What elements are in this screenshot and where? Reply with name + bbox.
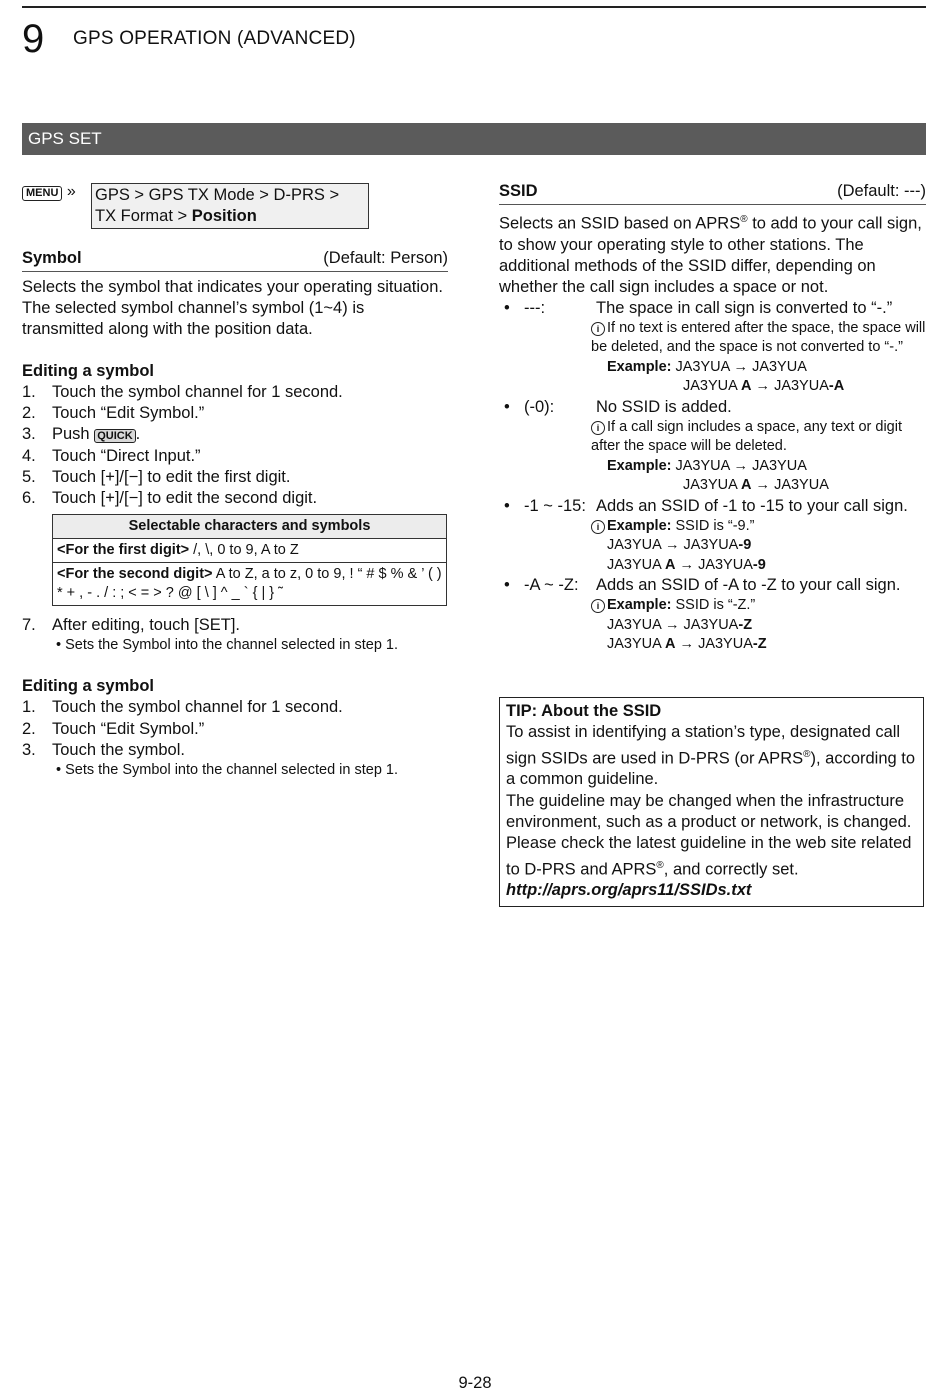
list-item: 6. Touch [+]/[−] to edit the second digit. — [22, 489, 318, 508]
edit2-steps — [22, 697, 448, 761]
example-line: JA3YUA A → JA3YUA-Z — [607, 636, 767, 652]
quick-key-icon: QUICK — [94, 429, 135, 443]
ssid-option-space-note: i If no text is entered after the space, the space will be deleted, and the space is not converted to “-.” — [591, 319, 926, 355]
ssid-option-alpha: • -A ~ -Z: Adds an SSID of -A to -Z to your call sign. — [504, 576, 901, 594]
ssid-header — [499, 181, 926, 205]
example-line: JA3YUA A → JA3YUA-A — [683, 378, 845, 394]
menu-path-line1: GPS > GPS TX Mode > D-PRS > — [95, 186, 340, 204]
section-bar — [22, 123, 926, 155]
edit2-note: • Sets the Symbol into the channel selected in step 1. — [56, 762, 399, 779]
section-title: GPS SET — [28, 129, 102, 148]
table-row: <For the second digit> A to Z, a to z, 0 to 9, ! “ # $ % & ’ ( ) * + , - . / : ; < = > ? @ [ \ ] ^ _ ` { | } ˜ — [53, 563, 447, 606]
menu-path-line2: TX Format > Position — [95, 207, 257, 225]
chapter-number: 9 — [22, 17, 45, 61]
menu-path-box — [91, 183, 369, 229]
edit1-step7 — [22, 615, 448, 636]
edit1-title: Editing a symbol — [22, 362, 155, 380]
page-number: 9-28 — [458, 1374, 492, 1392]
list-item: 1. Touch the symbol channel for 1 second. — [22, 383, 343, 401]
ssid-option-alpha-example: i Example: SSID is “-Z.” — [499, 596, 926, 616]
table-row: <For the first digit> /, \, 0 to 9, A to Z — [53, 539, 447, 563]
ssid-option-numeric-example: i Example: SSID is “-9.” — [499, 517, 926, 537]
ssid-option-numeric: • -1 ~ -15: Adds an SSID of -1 to -15 to your call sign. — [504, 496, 908, 515]
list-item: 2. Touch “Edit Symbol.” — [22, 719, 205, 738]
edit1-step7-note: • Sets the Symbol into the channel selected in step 1. — [56, 637, 399, 654]
info-icon: i — [591, 421, 605, 435]
example-line: JA3YUA A → JA3YUA — [683, 477, 829, 493]
left-column — [22, 248, 448, 780]
symbol-title: Symbol — [22, 249, 82, 267]
edit2-title: Editing a symbol — [22, 677, 155, 696]
ssid-default: (Default: ---) — [837, 182, 926, 200]
list-item: 7. After editing, touch [SET]. — [22, 616, 241, 635]
symbol-default: (Default: Person) — [323, 249, 448, 267]
top-rule — [22, 6, 926, 8]
example-line: JA3YUA A → JA3YUA-9 — [607, 556, 766, 573]
example-line: JA3YUA → JA3YUA-Z — [607, 616, 753, 633]
list-item: 2. Touch “Edit Symbol.” — [22, 404, 205, 423]
right-column — [499, 181, 926, 655]
tip-title: TIP: About the SSID — [506, 702, 662, 720]
list-item: 4. Touch “Direct Input.” — [22, 446, 201, 465]
example-line: Example: JA3YUA → JA3YUA — [607, 457, 807, 474]
example-line: Example: JA3YUA → JA3YUA — [607, 358, 807, 375]
tip-paragraph-1: To assist in identifying a station’s type, designated call sign SSIDs are used in D-PRS (or APRS®), according to a common guideline. — [506, 723, 916, 789]
menu-arrow: » — [66, 183, 76, 200]
tip-paragraph-2: The guideline may be changed when the infrastructure environment, such as a product or network, is changed. Please check the latest guideline in the web site related to D-PRS and APRS®, and correctly set. — [506, 791, 912, 879]
ssid-option-space: • ---: The space in call sign is converted to “-.” — [504, 298, 893, 317]
chapter-title: GPS OPERATION (ADVANCED) — [73, 28, 356, 49]
menu-path-prefix — [22, 183, 76, 201]
ssid-option-none: • (-0): No SSID is added. — [504, 397, 732, 416]
menu-key-icon: MENU — [22, 186, 62, 201]
example-line: JA3YUA → JA3YUA-9 — [607, 537, 752, 553]
tip-box — [499, 697, 924, 907]
symbol-desc: Selects the symbol that indicates your operating situation. The selected symbol channel’s symbol (1~4) is transmitted along with the position data. — [22, 278, 443, 338]
tip-url-link[interactable]: http://aprs.org/aprs11/SSIDs.txt — [506, 881, 752, 900]
info-icon: i — [591, 520, 605, 534]
list-item: 1. Touch the symbol channel for 1 second. — [22, 698, 343, 717]
selectable-chars-table — [52, 514, 447, 606]
info-icon: i — [591, 322, 605, 336]
table-header: Selectable characters and symbols — [53, 515, 447, 539]
ssid-option-none-note: i If a call sign includes a space, any text or digit after the space will be deleted. — [591, 418, 902, 454]
ssid-desc: Selects an SSID based on APRS® to add to your call sign, to show your operating style to other stations. The additional methods of the SSID differ, depending on whether the call sign includes a space or not. — [499, 214, 922, 296]
edit1-steps — [22, 382, 448, 509]
info-icon: i — [591, 599, 605, 613]
list-item: 3. Touch the symbol. — [22, 740, 185, 759]
symbol-header — [22, 248, 448, 272]
ssid-title: SSID — [499, 182, 538, 200]
list-item: 5. Touch [+]/[−] to edit the first digit. — [22, 467, 291, 486]
list-item: 3. Push QUICK . — [22, 425, 141, 444]
